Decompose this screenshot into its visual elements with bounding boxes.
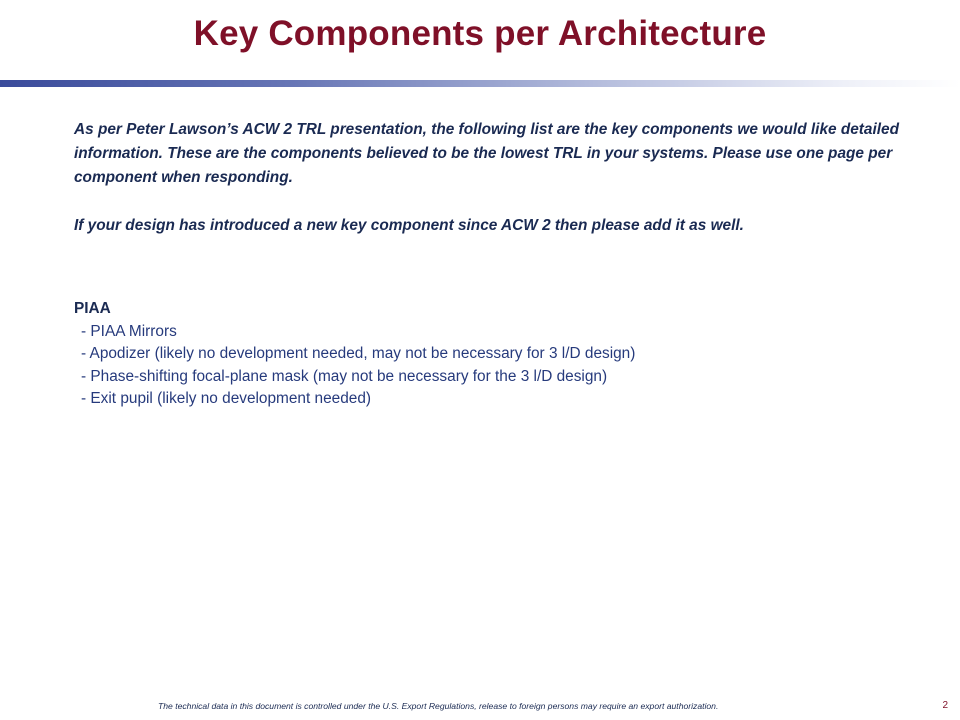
page-number: 2 (942, 700, 948, 711)
component-section (74, 298, 914, 411)
intro-paragraph: As per Peter Lawson’s ACW 2 TRL presentation, the following list are the key components we would like detailed information. These are the components believed to be the lowest TRL in your systems. Please use one page per component when responding. (74, 121, 899, 186)
component-list (74, 321, 914, 411)
intro-paragraph: If your design has introduced a new key component since ACW 2 then please add it as well. (74, 217, 744, 234)
list-item: - Apodizer (likely no development needed, may not be necessary for 3 l/D design) (81, 345, 636, 362)
intro-text (74, 118, 914, 238)
slide-title: Key Components per Architecture (193, 14, 767, 53)
title-divider (0, 80, 960, 87)
list-item: - PIAA Mirrors (81, 322, 177, 340)
list-item: - Exit pupil (likely no development needed) (81, 390, 372, 407)
export-disclaimer: The technical data in this document is controlled under the U.S. Export Regulations, release to foreign persons may require an export authorization. (158, 701, 719, 711)
section-heading: PIAA (74, 300, 111, 317)
list-item: - Phase-shifting focal-plane mask (may not be necessary for the 3 l/D design) (81, 367, 608, 385)
